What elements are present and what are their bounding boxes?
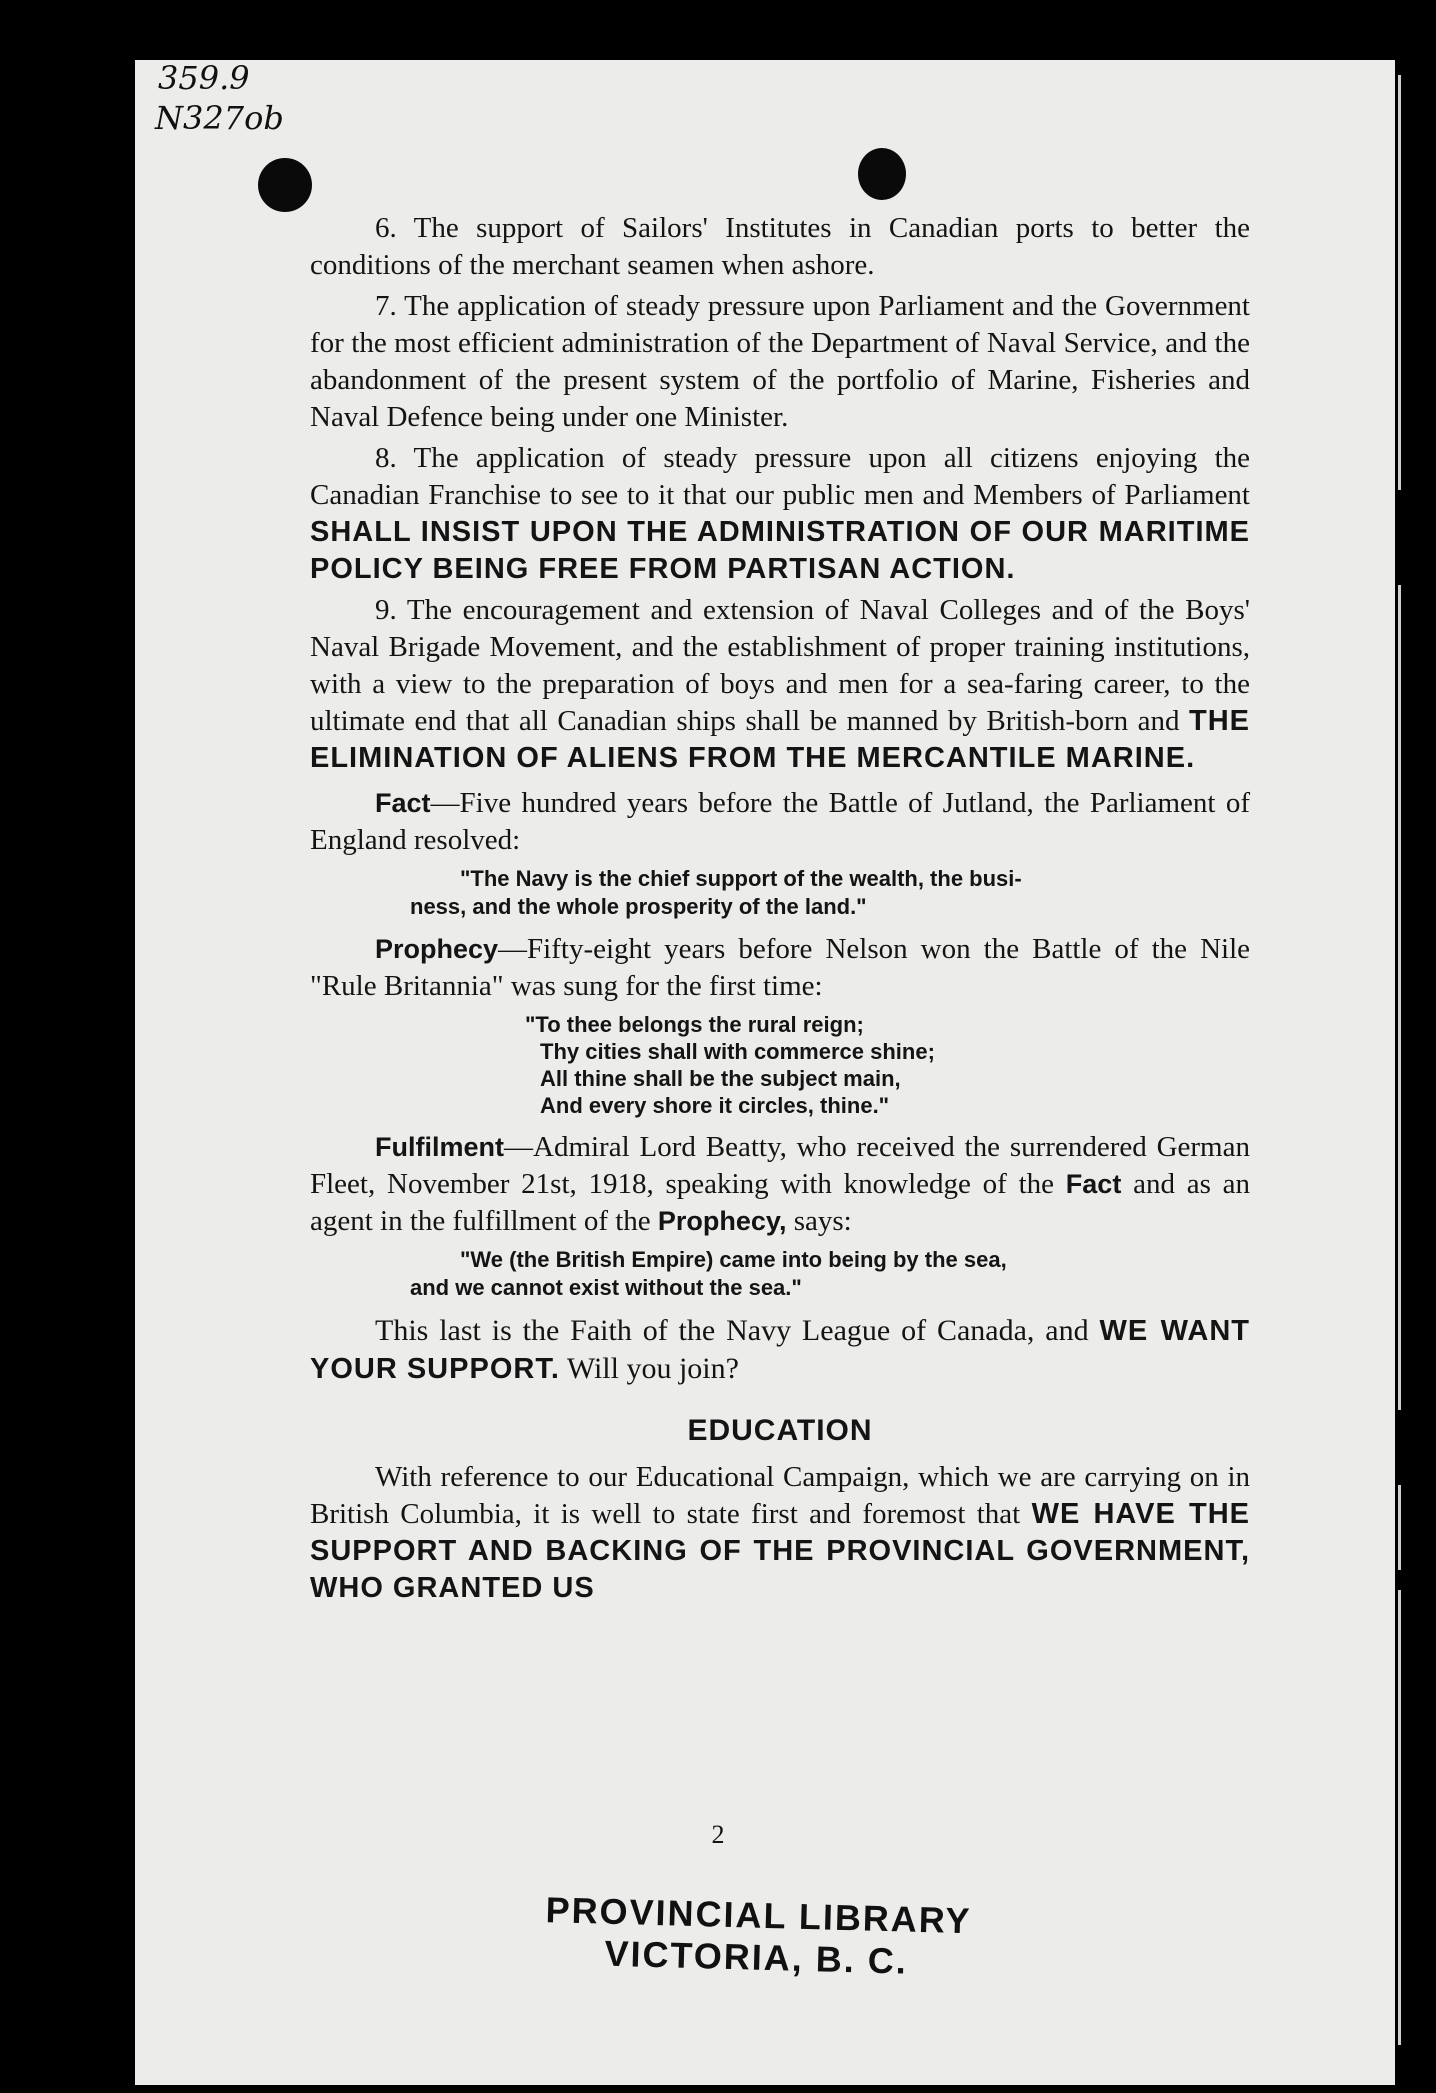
fact-quote [310,865,1250,921]
poem-line: And every shore it circles, thine." [540,1093,890,1118]
prophecy-paragraph [310,931,1250,1005]
closing-paragraph [310,1312,1250,1388]
prophecy-text: —Fifty-eight years before Nelson won the Battle of the Nile "Rule Britannia" was sung for the first time: [310,933,1250,1002]
paragraph-9-text: 9. The encouragement and extension of Naval Colleges and of the Boys' Naval Brigade Movement, and the establishment of proper training institutions, with a view to the preparation of boys and men for a sea-faring career, to the ultimate end that all Canadian ships shall be manned by British-born and [310,594,1250,737]
next-page-edge [1398,75,1401,2045]
poem-line: Thy cities shall with commerce shine; [540,1039,935,1064]
paragraph-9 [310,592,1250,777]
poem-line: "To thee belongs the rural reign; [525,1012,864,1037]
fact-quote-line2: ness, and the whole prosperity of the land." [410,894,867,919]
beatty-quote [310,1246,1250,1302]
fact-quote-line1: "The Navy is the chief support of the wealth, the busi- [460,866,1022,891]
education-text: With reference to our Educational Campaign, which we are carrying on in British Columbia, it is well to state first and foremost that [310,1461,1250,1530]
fact-lead: Fact [375,788,431,818]
closing-question: Will you join? [566,1352,739,1385]
stamp-line2: VICTORIA, B. C. [603,1932,909,1982]
stamp-line1: PROVINCIAL LIBRARY [545,1889,973,1942]
fact-text: —Five hundred years before the Battle of Jutland, the Parliament of England resolved: [310,787,1250,856]
prophecy-lead: Prophecy [375,934,499,964]
punch-hole-left [258,158,312,212]
paragraph-6: 6. The support of Sailors' Institutes in Canadian ports to better the conditions of the merchant seamen when ashore. [310,212,1250,281]
punch-hole-center [858,148,906,200]
fulfilment-text-b: and as an agent in the fulfillment of the [310,1168,1251,1237]
paragraph-8 [310,440,1250,588]
fact-paragraph [310,785,1250,859]
page-number: 2 [711,1820,725,1849]
paragraph-8-text: 8. The application of steady pressure upon all citizens enjoying the Canadian Franchise to see to it that our public men and Members of Parliament [310,442,1250,511]
paragraph-9-emphasis: THE ELIMINATION OF ALIENS FROM THE MERCANTILE MARINE. [310,705,1251,774]
fulfilment-fact-word: Fact [1065,1169,1122,1199]
paragraph-8-emphasis: SHALL INSIST UPON THE ADMINISTRATION OF OUR MARITIME POLICY BEING FREE FROM PARTISAN ACTION. [310,516,1250,585]
closing-emphasis: WE WANT YOUR SUPPORT. [310,1315,1250,1385]
closing-text: This last is the Faith of the Navy League of Canada, and [375,1314,1089,1347]
fulfilment-lead: Fulfilment [375,1132,504,1162]
fulfilment-text-a: —Admiral Lord Beatty, who received the surrendered German Fleet, November 21st, 1918, speaking with knowledge of the [310,1131,1250,1200]
beatty-quote-line1: "We (the British Empire) came into being by the sea, [460,1247,1007,1272]
library-stamp [544,1889,996,1985]
fulfilment-paragraph [310,1129,1250,1240]
education-emphasis: WE HAVE THE SUPPORT AND BACKING OF THE PROVINCIAL GOVERNMENT, WHO GRANTED US [310,1498,1251,1604]
call-number-line1: 359.9 [158,59,250,97]
fulfilment-text-c: says: [793,1205,852,1237]
paragraph-7: 7. The application of steady pressure upon Parliament and the Government for the most efficient administration of the Department of Naval Service, and the abandonment of the present system of the portfolio of Marine, Fisheries and Naval Defence being under one Minister. [310,290,1250,433]
beatty-quote-line2: and we cannot exist without the sea." [410,1275,802,1300]
education-paragraph [310,1459,1250,1607]
poem [310,1011,1250,1119]
fulfilment-prophecy-word: Prophecy, [657,1206,787,1236]
scan-border [1395,60,1436,2085]
poem-line: All thine shall be the subject main, [540,1066,901,1091]
section-heading: EDUCATION [687,1414,873,1447]
call-number-line2: N327ob [155,99,284,137]
document-body [310,210,1250,1611]
